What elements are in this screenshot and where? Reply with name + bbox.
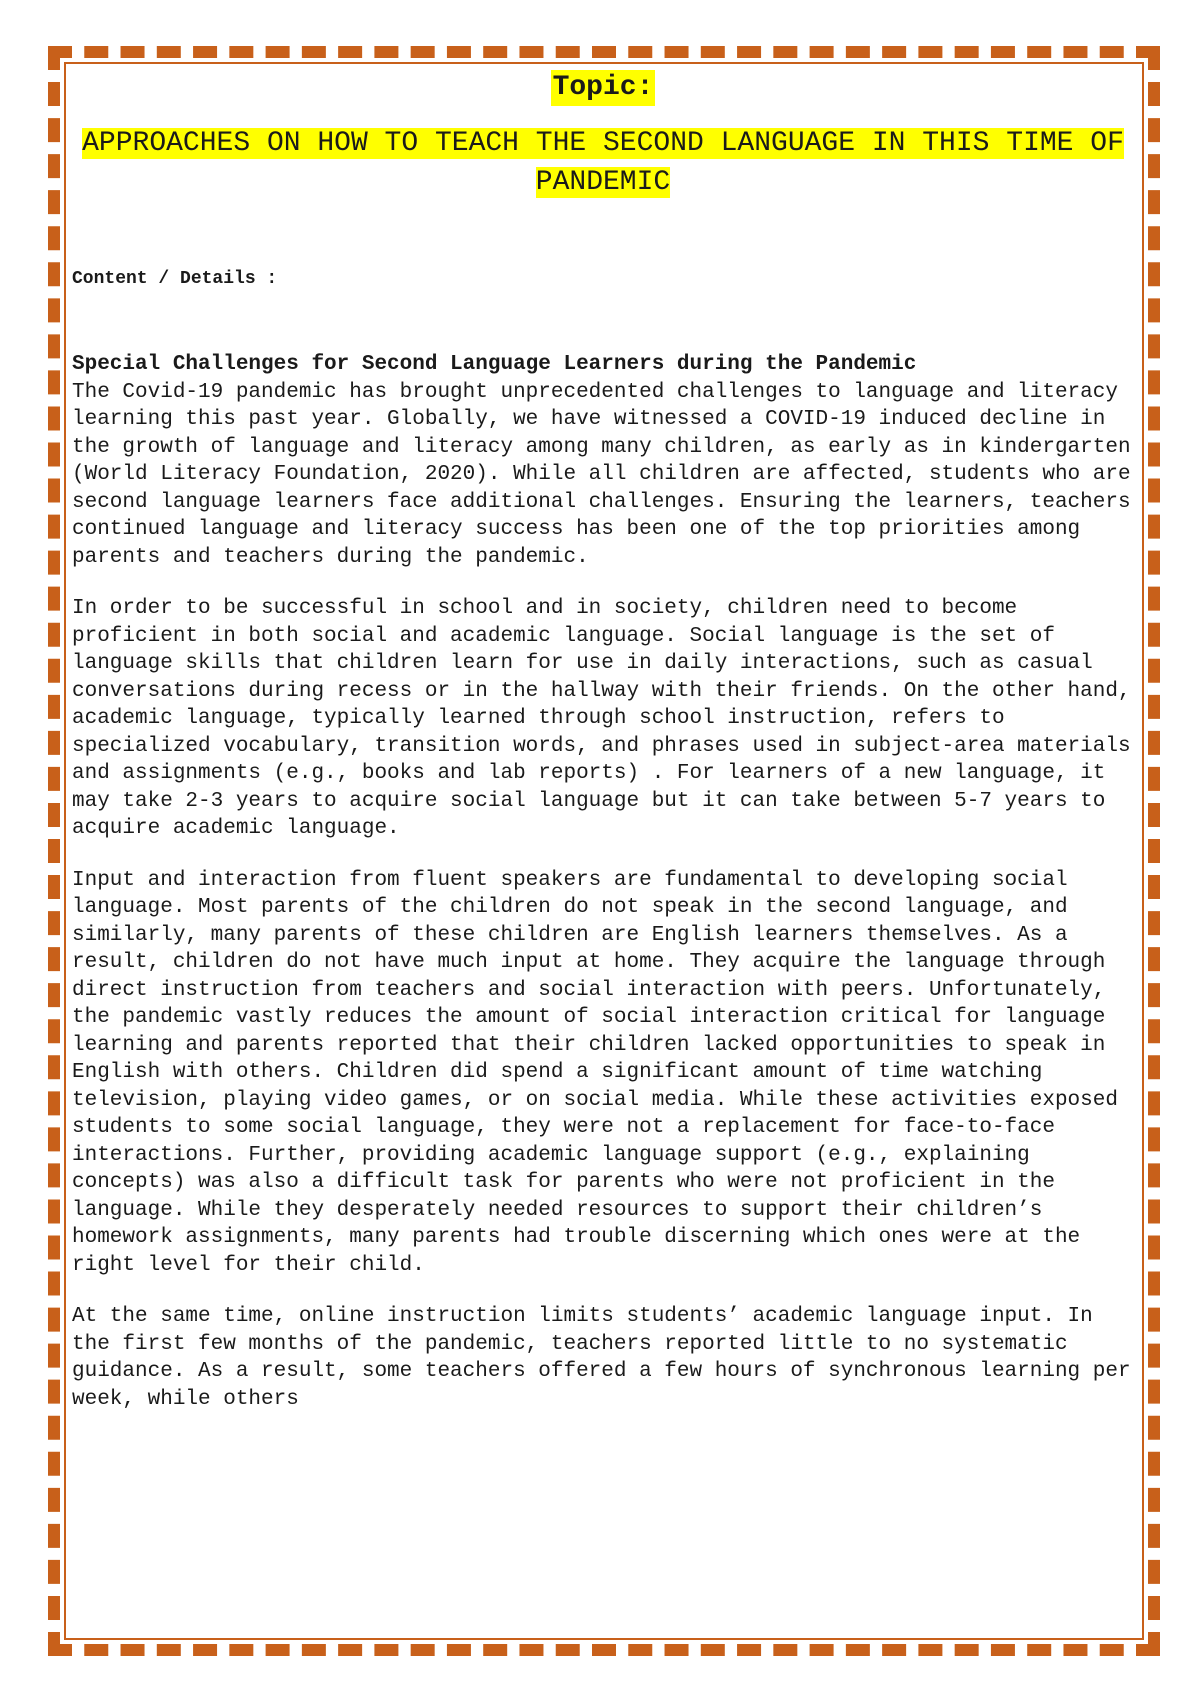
topic-header bbox=[72, 70, 1134, 108]
document-title: APPROACHES ON HOW TO TEACH THE SECOND LANGUAGE IN THIS TIME OF PANDEMIC bbox=[82, 128, 1124, 198]
topic-label: Topic: bbox=[551, 70, 656, 106]
document-body bbox=[72, 70, 1134, 1413]
paragraph: At the same time, online instruction limits students’ academic language input. In the first few months of the pandemic, teachers reported little to no systematic guidance. As a result, some teachers offered a few hours of synchronous learning per week, while others bbox=[72, 1305, 1131, 1411]
title-block bbox=[72, 124, 1134, 202]
paragraph: Input and interaction from fluent speakers are fundamental to developing social language. Most parents of the children do not speak in the second language, and similarly, many parents of these children are English learners themselves. As a result, children do not have much input at home. They acquire the language through direct instruction from teachers and social interaction with peers. Unfortunately, the pandemic vastly reduces the amount of social interaction critical for language learning and parents reported that their children lacked opportunities to speak in English with others. Children did spend a significant amount of time watching television, playing video games, or on social media. While these activities exposed students to some social language, they were not a replacement for face-to-face interactions. Further, providing academic language support (e.g., explaining concepts) was also a difficult task for parents who were not proficient in the language. While they desperately needed resources to support their children’s homework assignments, many parents had trouble discerning which ones were at the right level for their child. bbox=[72, 868, 1118, 1277]
section-heading: Special Challenges for Second Language Learners during the Pandemic bbox=[72, 353, 917, 376]
content-details-label: Content / Details : bbox=[72, 269, 278, 289]
paragraph: In order to be successful in school and in society, children need to become proficient in both social and academic language. Social language is the set of language skills that children learn for use in daily interactions, such as casual conversations during recess or in the hallway with their friends. On the other hand, academic language, typically learned through school instruction, refers to specialized vocabulary, transition words, and phrases used in subject-area materials and assignments (e.g., books and lab reports) . For learners of a new language, it may take 2-3 years to acquire social language but it can take between 5-7 years to acquire academic language. bbox=[72, 597, 1131, 840]
paragraph: The Covid-19 pandemic has brought unprecedented challenges to language and literacy learning this past year. Globally, we have witnessed a COVID-19 induced decline in the growth of language and literacy among many children, as early as in kindergarten (World Literacy Foundation, 2020). While all children are affected, students who are second language learners face additional challenges. Ensuring the learners, teachers continued language and literacy success has been one of the top priorities among parents and teachers during the pandemic. bbox=[72, 380, 1131, 569]
